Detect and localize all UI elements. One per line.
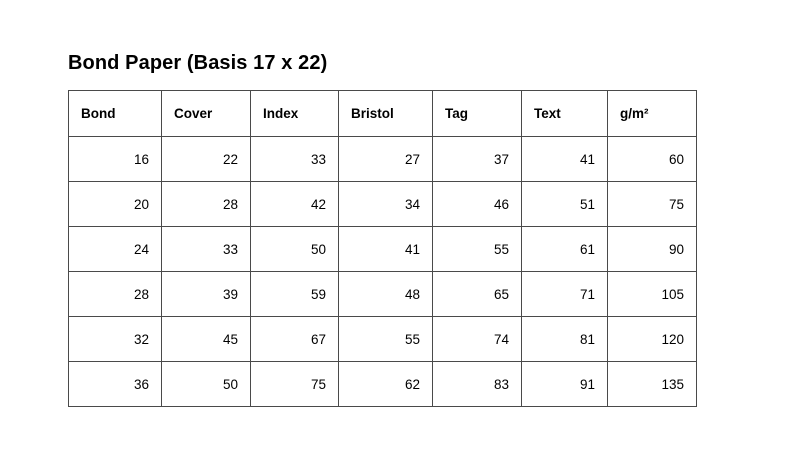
cell-gsm: 75 (608, 182, 697, 227)
cell-tag: 55 (433, 227, 522, 272)
cell-cover: 22 (162, 137, 251, 182)
table-header-row (69, 91, 697, 137)
cell-bristol: 62 (339, 362, 433, 407)
cell-bond: 24 (69, 227, 162, 272)
cell-tag: 46 (433, 182, 522, 227)
column-header-bristol: Bristol (339, 91, 433, 137)
cell-gsm: 135 (608, 362, 697, 407)
cell-bond: 16 (69, 137, 162, 182)
table-row (69, 182, 697, 227)
cell-index: 33 (251, 137, 339, 182)
cell-text: 91 (522, 362, 608, 407)
page-title: Bond Paper (Basis 17 x 22) (68, 52, 328, 74)
cell-bond: 36 (69, 362, 162, 407)
cell-index: 50 (251, 227, 339, 272)
cell-bristol: 34 (339, 182, 433, 227)
table-row (69, 272, 697, 317)
cell-index: 59 (251, 272, 339, 317)
cell-text: 61 (522, 227, 608, 272)
cell-cover: 28 (162, 182, 251, 227)
cell-index: 42 (251, 182, 339, 227)
cell-bond: 32 (69, 317, 162, 362)
cell-text: 41 (522, 137, 608, 182)
cell-tag: 74 (433, 317, 522, 362)
cell-index: 75 (251, 362, 339, 407)
cell-bristol: 55 (339, 317, 433, 362)
cell-text: 71 (522, 272, 608, 317)
cell-gsm: 90 (608, 227, 697, 272)
cell-gsm: 60 (608, 137, 697, 182)
paper-weight-table-container (68, 90, 696, 407)
cell-cover: 45 (162, 317, 251, 362)
cell-text: 51 (522, 182, 608, 227)
column-header-index: Index (251, 91, 339, 137)
cell-tag: 37 (433, 137, 522, 182)
cell-bond: 20 (69, 182, 162, 227)
cell-gsm: 105 (608, 272, 697, 317)
cell-bond: 28 (69, 272, 162, 317)
cell-gsm: 120 (608, 317, 697, 362)
table-row (69, 137, 697, 182)
table-row (69, 227, 697, 272)
column-header-gsm: g/m² (608, 91, 697, 137)
table-row (69, 317, 697, 362)
cell-bristol: 27 (339, 137, 433, 182)
cell-bristol: 41 (339, 227, 433, 272)
table-row (69, 362, 697, 407)
cell-cover: 50 (162, 362, 251, 407)
cell-bristol: 48 (339, 272, 433, 317)
column-header-tag: Tag (433, 91, 522, 137)
column-header-cover: Cover (162, 91, 251, 137)
cell-tag: 65 (433, 272, 522, 317)
cell-cover: 39 (162, 272, 251, 317)
paper-weight-conversion-table (68, 90, 697, 407)
cell-index: 67 (251, 317, 339, 362)
cell-text: 81 (522, 317, 608, 362)
cell-cover: 33 (162, 227, 251, 272)
column-header-bond: Bond (69, 91, 162, 137)
column-header-text: Text (522, 91, 608, 137)
cell-tag: 83 (433, 362, 522, 407)
